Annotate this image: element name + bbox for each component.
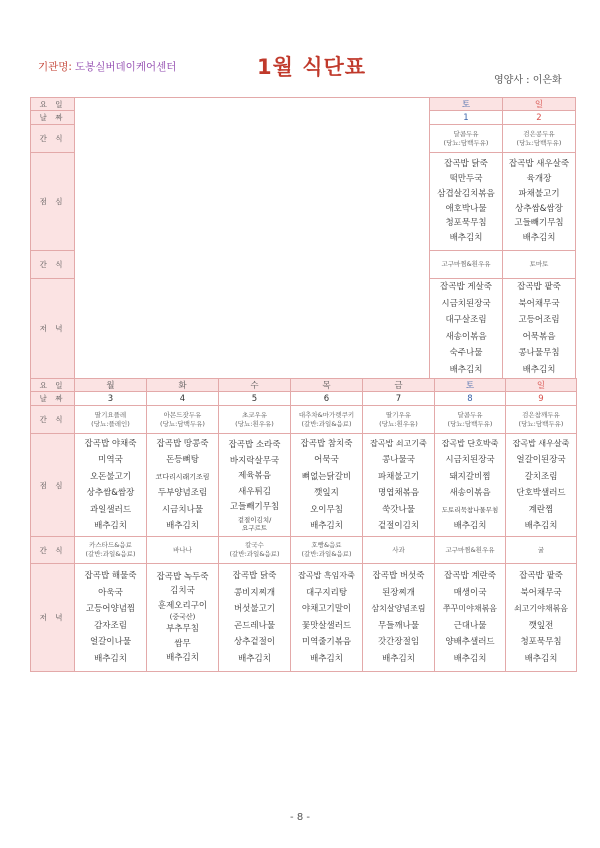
- menu-item: 잡곡밥 닭죽: [232, 571, 277, 581]
- menu-item: 바나나: [173, 545, 192, 554]
- dinner-cell: [430, 279, 503, 379]
- snack1-cell: [430, 125, 503, 153]
- menu-item: 과일샐러드: [89, 504, 132, 515]
- menu-item: 달콤두유: [457, 410, 483, 419]
- dow-fri: 금: [363, 379, 435, 392]
- date-tue: 4: [147, 392, 219, 406]
- menu-item: 곤드레나물: [233, 620, 276, 631]
- snack1-cell: [75, 406, 147, 434]
- menu-item: 북어채무국: [520, 587, 562, 598]
- menu-table-week1: [30, 97, 576, 379]
- menu-item: 고구마찜&흰우유: [441, 260, 491, 268]
- menu-item: 두부양념조림: [157, 488, 208, 498]
- menu-item: 파채불고기: [518, 188, 560, 199]
- menu-item: 잡곡밥 팥죽: [519, 571, 563, 581]
- dow-sat: 토: [430, 98, 503, 111]
- menu-item: 고들빼기무침: [229, 502, 280, 513]
- snack1-cell: [435, 406, 506, 434]
- snack2-cell: [75, 537, 147, 564]
- menu-item: (갈반:과일&음료): [85, 550, 136, 558]
- menu-item: 계란찜: [528, 504, 554, 515]
- menu-item: 잡곡밥 녹두죽: [156, 571, 209, 582]
- menu-item: 어묵국: [314, 455, 339, 465]
- menu-item: 초코우유: [241, 410, 268, 419]
- page-title: 1월 식단표: [257, 55, 367, 79]
- menu-item: 쭈꾸미야채볶음: [442, 604, 498, 613]
- dow-sun: 일: [506, 379, 577, 392]
- menu-item: 쌈무: [174, 638, 191, 649]
- menu-item: 상추쌈&쌈장: [515, 203, 563, 214]
- menu-item: 시금치나물: [161, 504, 204, 515]
- label-dinner: 저 녁: [31, 564, 75, 672]
- date-sat: 1: [430, 111, 503, 125]
- dinner-cell: [147, 564, 219, 672]
- menu-item: 카스타드&음료: [89, 541, 132, 549]
- label-snack1: 간 식: [31, 406, 75, 434]
- menu-item: 청포묵무침: [520, 637, 562, 647]
- menu-item: 삼치살양념조림: [371, 604, 426, 613]
- dinner-cell: [363, 564, 435, 672]
- label-lunch: 점 심: [31, 434, 75, 537]
- menu-item: 김치국: [170, 586, 195, 596]
- dow-tue: 화: [147, 379, 219, 392]
- menu-item: 쇠고기야채볶음: [513, 604, 569, 613]
- snack1-row: [31, 406, 577, 434]
- lunch-cell: [291, 434, 363, 537]
- menu-item: 쑥갓나물: [382, 504, 415, 515]
- menu-item: 깻잎전: [528, 620, 554, 631]
- date-fri: 7: [363, 392, 435, 406]
- menu-item: 고등어조림: [518, 315, 560, 325]
- menu-table-week2: [30, 378, 577, 672]
- menu-item: 갈치조림: [524, 471, 558, 482]
- snack2-cell: [430, 251, 503, 279]
- menu-item: 부추무침: [166, 624, 199, 634]
- menu-item: 아욱국: [98, 587, 123, 598]
- menu-item: 깻잎지: [314, 488, 339, 498]
- menu-item: 잡곡밥 땅콩죽: [156, 438, 209, 449]
- page-number: - 8 -: [290, 812, 310, 823]
- menu-item: 삼겹살김치볶음: [437, 188, 495, 199]
- dinner-cell: [435, 564, 506, 672]
- dinner-row: [31, 564, 577, 672]
- date-sun: 9: [506, 392, 577, 406]
- menu-item: 배추김치: [310, 521, 343, 531]
- menu-item: 상추겉절이: [233, 637, 276, 647]
- menu-item: 시금치된장국: [441, 298, 491, 309]
- menu-item: 새송이볶음: [449, 488, 491, 498]
- menu-item: (갈반:과일&음료): [229, 550, 280, 558]
- snack2-cell: [147, 537, 219, 564]
- menu-item: 잡곡밥 닭죽: [444, 159, 488, 170]
- menu-item: 돈등뼈탕: [166, 455, 199, 465]
- menu-item: (당뇨:흰우유): [379, 419, 418, 428]
- menu-item: 오이무침: [310, 504, 343, 515]
- menu-item: 양배추샐러드: [445, 637, 495, 647]
- menu-item: 잡곡밥 소라죽: [228, 440, 281, 451]
- label-snack1: 간 식: [31, 125, 75, 153]
- label-dinner: 저 녁: [31, 279, 75, 379]
- menu-item: (당뇨:담백두유): [160, 419, 205, 428]
- date-wed: 5: [219, 392, 291, 406]
- dinner-cell: [219, 564, 291, 672]
- agency-name: 도봉실버데이케어센터: [74, 61, 177, 73]
- menu-item: 배추김치: [453, 653, 487, 664]
- date-thu: 6: [291, 392, 363, 406]
- date-sat: 8: [435, 392, 506, 406]
- menu-item: 새우튀김: [238, 486, 271, 497]
- menu-item: (당뇨:흰우유): [235, 419, 274, 428]
- menu-item: 겉절이김치: [377, 521, 420, 531]
- menu-item: 배추김치: [94, 521, 127, 531]
- menu-item: 사과: [392, 545, 405, 554]
- menu-item: 어묵볶음: [522, 331, 556, 342]
- menu-item: 달콤두유: [453, 129, 479, 138]
- lunch-cell: [75, 434, 147, 537]
- snack2-cell: [291, 537, 363, 564]
- menu-item: 미역국: [98, 455, 123, 465]
- menu-item: 고구마찜&흰우유: [445, 545, 495, 554]
- menu-item: 콩나물국: [382, 455, 415, 465]
- snack2-cell: [503, 251, 576, 279]
- menu-item: 훈제오리구이: [157, 600, 208, 611]
- lunch-cell: [503, 153, 576, 251]
- menu-item: 대구살조림: [445, 315, 487, 325]
- menu-item: 배추김치: [94, 653, 127, 664]
- menu-item: (갈반:과일&음료): [301, 550, 352, 558]
- menu-item: (당뇨:담백두유): [443, 138, 489, 147]
- menu-item: 배추김치: [382, 653, 415, 664]
- menu-item: 잡곡밥 해물죽: [84, 571, 137, 581]
- menu-item: 배추김치: [522, 233, 556, 244]
- menu-item: 갓간장절임: [377, 637, 420, 647]
- menu-item: (당뇨:담백두유): [516, 138, 562, 147]
- menu-item: 무들깨나물: [377, 620, 420, 631]
- menu-item: 숙주나물: [449, 348, 483, 358]
- menu-item: 잡곡밥 참치죽: [300, 438, 353, 449]
- menu-item: 단호박샐러드: [516, 488, 566, 498]
- menu-item: 잡곡밥 쇠고기죽: [370, 438, 427, 448]
- date-row: [31, 392, 577, 406]
- menu-item: 야채고기말이: [301, 604, 352, 614]
- snack1-cell: [291, 406, 363, 434]
- menu-item: 떡만두국: [449, 173, 483, 184]
- menu-item: 잡곡밥 야채죽: [84, 438, 137, 449]
- menu-item: 잡곡밥 새우살죽: [512, 438, 570, 448]
- menu-item: 애호박나물: [445, 203, 487, 214]
- snack1-cell: [503, 125, 576, 153]
- menu-item: 오돈불고기: [89, 471, 132, 482]
- lunch-row: [31, 434, 577, 537]
- menu-item: 도토리묵참나물무침: [441, 505, 499, 514]
- menu-item: 배추김치: [166, 653, 199, 663]
- menu-item: 청포묵무침: [445, 218, 487, 229]
- menu-item: 배추김치: [453, 521, 487, 531]
- label-date: 날 짜: [31, 392, 75, 406]
- label-snack2: 간 식: [31, 537, 75, 564]
- menu-item: 고들빼기무침: [514, 218, 564, 229]
- menu-item: 콩나물무침: [518, 348, 560, 358]
- menu-item: 잡곡밥 새우살죽: [508, 159, 570, 170]
- menu-item: 배추김치: [310, 653, 343, 664]
- menu-item: 얼갈이된장국: [516, 455, 566, 465]
- menu-item: 콩비지찌개: [233, 587, 276, 598]
- menu-item: (당뇨:담백두유): [447, 419, 493, 428]
- menu-item: 딸기우유: [385, 410, 412, 419]
- menu-item: 잡곡밥 게살죽: [440, 282, 492, 292]
- menu-item: 바지락살무국: [229, 455, 280, 466]
- date-mon: 3: [75, 392, 147, 406]
- menu-item: 칼국수: [245, 541, 264, 549]
- dow-row: [31, 98, 576, 111]
- lunch-cell: [430, 153, 503, 251]
- menu-item: 배추김치: [522, 364, 556, 375]
- menu-item: 검은콩두유: [523, 129, 555, 138]
- menu-item: 잡곡밥 버섯죽: [372, 571, 425, 581]
- menu-item: 배추김치: [449, 233, 483, 244]
- lunch-cell: [435, 434, 506, 537]
- menu-item: 명엽채볶음: [377, 488, 420, 498]
- menu-item: 검은참깨두유: [522, 410, 560, 419]
- menu-item: 아몬드잣두유: [163, 410, 202, 419]
- menu-item: 요구르트: [241, 523, 268, 532]
- dow-thu: 목: [291, 379, 363, 392]
- menu-item: 배추김치: [238, 653, 271, 664]
- snack2-cell: [435, 537, 506, 564]
- label-snack2: 간 식: [31, 251, 75, 279]
- snack1-cell: [147, 406, 219, 434]
- menu-item: 잡곡밥 팥죽: [517, 282, 561, 292]
- menu-item: 뼈없는닭갈비: [301, 471, 352, 482]
- dinner-cell: [291, 564, 363, 672]
- label-lunch: 점 심: [31, 153, 75, 251]
- menu-item: 북어채무국: [518, 298, 560, 309]
- menu-item: 배추김치: [524, 521, 558, 531]
- menu-item: 배추김치: [449, 364, 483, 375]
- snack2-row: [31, 537, 577, 564]
- menu-item: 감자조림: [94, 620, 127, 631]
- snack1-cell: [363, 406, 435, 434]
- menu-item: 시금치된장국: [445, 455, 495, 465]
- dow-wed: 수: [219, 379, 291, 392]
- menu-item: 대추차&마가렛쿠키: [298, 410, 355, 419]
- menu-item: 새송이볶음: [445, 331, 487, 342]
- dow-sat: 토: [435, 379, 506, 392]
- menu-item: 딸기요플레: [94, 410, 127, 419]
- menu-item: 고등어양념찜: [85, 604, 136, 614]
- menu-item: 코다리시래기조림: [155, 472, 210, 481]
- nutritionist: 영양사 : 이은화: [494, 75, 562, 86]
- menu-item: 잡곡밥 계란죽: [444, 571, 496, 581]
- dinner-cell: [503, 279, 576, 379]
- menu-item: 잡곡밥 흑임자죽: [298, 571, 355, 580]
- lunch-cell: [506, 434, 577, 537]
- agency-label: 기관명:: [38, 61, 72, 73]
- snack2-cell: [219, 537, 291, 564]
- lunch-cell: [363, 434, 435, 537]
- menu-item: (당뇨:플레인): [91, 419, 130, 428]
- menu-item: (중국산): [169, 613, 196, 621]
- dow-sun: 일: [503, 98, 576, 111]
- menu-item: 상추쌈&쌈장: [86, 488, 135, 498]
- dow-row: [31, 379, 577, 392]
- menu-item: 된장찌개: [382, 587, 415, 598]
- menu-item: 배추김치: [524, 653, 558, 664]
- menu-item: 대구지리탕: [305, 587, 348, 598]
- menu-item: 돼지갈비찜: [449, 471, 491, 482]
- menu-item: 제육볶음: [238, 471, 271, 482]
- menu-item: 겉절이김치/: [237, 515, 272, 524]
- label-day-of-week: 요 일: [31, 379, 75, 392]
- snack1-cell: [219, 406, 291, 434]
- dow-mon: 월: [75, 379, 147, 392]
- snack2-cell: [363, 537, 435, 564]
- label-date: 날 짜: [31, 111, 75, 125]
- dinner-cell: [75, 564, 147, 672]
- menu-item: 근대나물: [453, 620, 487, 631]
- menu-item: 배추김치: [166, 521, 199, 531]
- snack1-cell: [506, 406, 577, 434]
- menu-item: 호빵&음료: [311, 541, 342, 549]
- date-sun: 2: [503, 111, 576, 125]
- menu-item: 파채불고기: [377, 471, 420, 482]
- empty-area: [75, 98, 430, 379]
- lunch-cell: [219, 434, 291, 537]
- menu-item: 꽃맛살샐러드: [301, 620, 352, 631]
- menu-item: 육개장: [526, 173, 552, 184]
- menu-item: 얼갈이나물: [89, 637, 132, 647]
- agency: [38, 59, 176, 74]
- menu-item: (갈반:과일&음료): [301, 419, 352, 428]
- menu-item: (당뇨:담백두유): [518, 419, 564, 428]
- menu-item: 미역줄기볶음: [301, 637, 352, 647]
- label-day-of-week: 요 일: [31, 98, 75, 111]
- dinner-cell: [506, 564, 577, 672]
- lunch-cell: [147, 434, 219, 537]
- menu-item: 토마토: [529, 260, 549, 268]
- menu-item: 귤: [537, 545, 545, 554]
- menu-item: 매생이국: [453, 587, 487, 598]
- snack2-cell: [506, 537, 577, 564]
- menu-item: 잡곡밥 단호박죽: [441, 438, 499, 448]
- menu-item: 버섯불고기: [233, 604, 276, 614]
